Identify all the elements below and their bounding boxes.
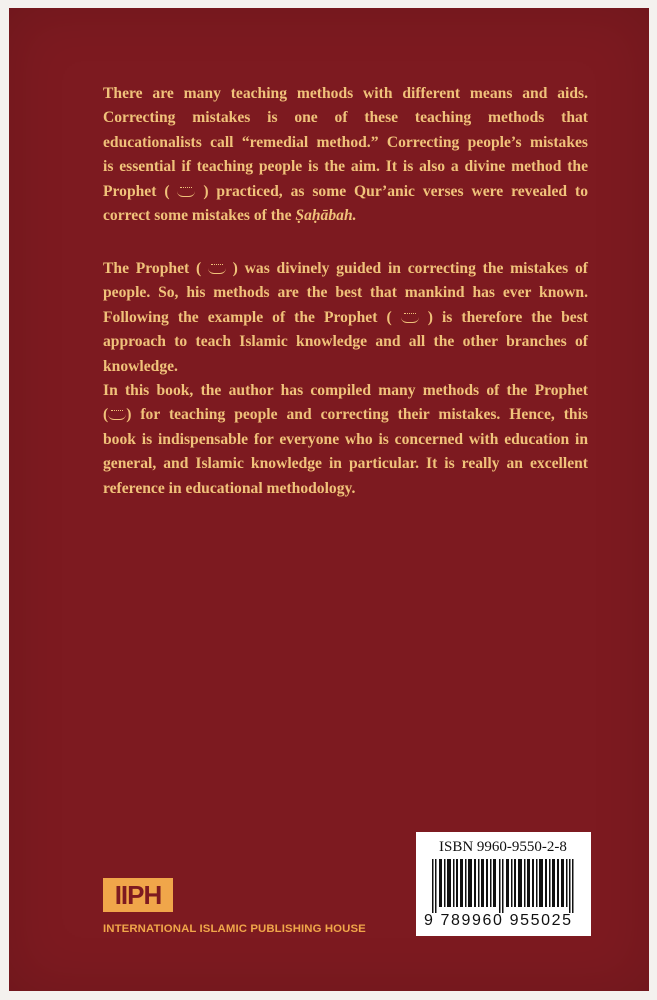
text-segment: ( xyxy=(103,406,109,424)
text-line: is essential if teaching people is the aim. It is also a divine method the xyxy=(103,158,588,176)
description-paragraph-2 xyxy=(103,257,588,379)
text-line: There are many teaching methods with different means and aids. xyxy=(103,85,588,102)
text-segment: ) was divinely guided in correcting the mistakes of xyxy=(225,260,588,277)
text-segment: Following the example of the Prophet ( xyxy=(103,308,401,326)
text-segment: ) for teaching people and correcting their mistakes. Hence, this xyxy=(126,406,588,424)
description-paragraph-3 xyxy=(103,379,588,501)
text-line: reference in educational methodology. xyxy=(103,479,356,497)
publisher-name: INTERNATIONAL ISLAMIC PUBLISHING HOUSE xyxy=(103,923,366,935)
text-segment: correct some mistakes of the xyxy=(103,207,296,225)
barcode-bars xyxy=(432,859,577,913)
text-line: people. So, his methods are the best that mankind has ever known. xyxy=(103,284,588,302)
text-line: In this book, the author has compiled many methods of the Prophet xyxy=(103,382,588,399)
publisher-logo xyxy=(103,878,173,912)
text-line xyxy=(103,257,588,281)
description-paragraph-1 xyxy=(103,82,588,228)
text-segment: ) practiced, as some Qur’anic verses were revealed to xyxy=(195,182,588,200)
logo-text: IIPH xyxy=(114,880,162,910)
back-cover xyxy=(9,8,649,991)
sahabah-term: Ṣaḥābah. xyxy=(295,207,357,225)
barcode-digits: 9 789960 955025 xyxy=(424,912,573,929)
salutation-icon xyxy=(177,186,195,197)
salutation-icon xyxy=(401,312,419,323)
isbn-text: ISBN 9960-9550-2-8 xyxy=(439,839,567,855)
text-line xyxy=(103,204,588,228)
text-line xyxy=(103,180,588,204)
text-segment: The Prophet ( xyxy=(103,260,208,277)
text-segment: ) is therefore the best xyxy=(418,308,588,326)
text-line: book is indispensable for everyone who is concerned with education in xyxy=(103,430,588,448)
text-segment: Prophet ( xyxy=(103,182,178,200)
salutation-icon xyxy=(108,409,126,420)
salutation-icon xyxy=(208,263,226,274)
isbn-barcode xyxy=(416,832,591,936)
text-line xyxy=(103,403,588,427)
text-line: Correcting mistakes is one of these teaching methods that xyxy=(103,109,588,127)
text-line: educationalists call “remedial method.” Correcting people’s mistakes xyxy=(103,133,588,151)
text-line: approach to teach Islamic knowledge and all the other branches of xyxy=(103,333,588,351)
text-line: knowledge. xyxy=(103,357,178,375)
text-line xyxy=(103,306,588,330)
text-line: general, and Islamic knowledge in particular. It is really an excellent xyxy=(103,455,588,473)
